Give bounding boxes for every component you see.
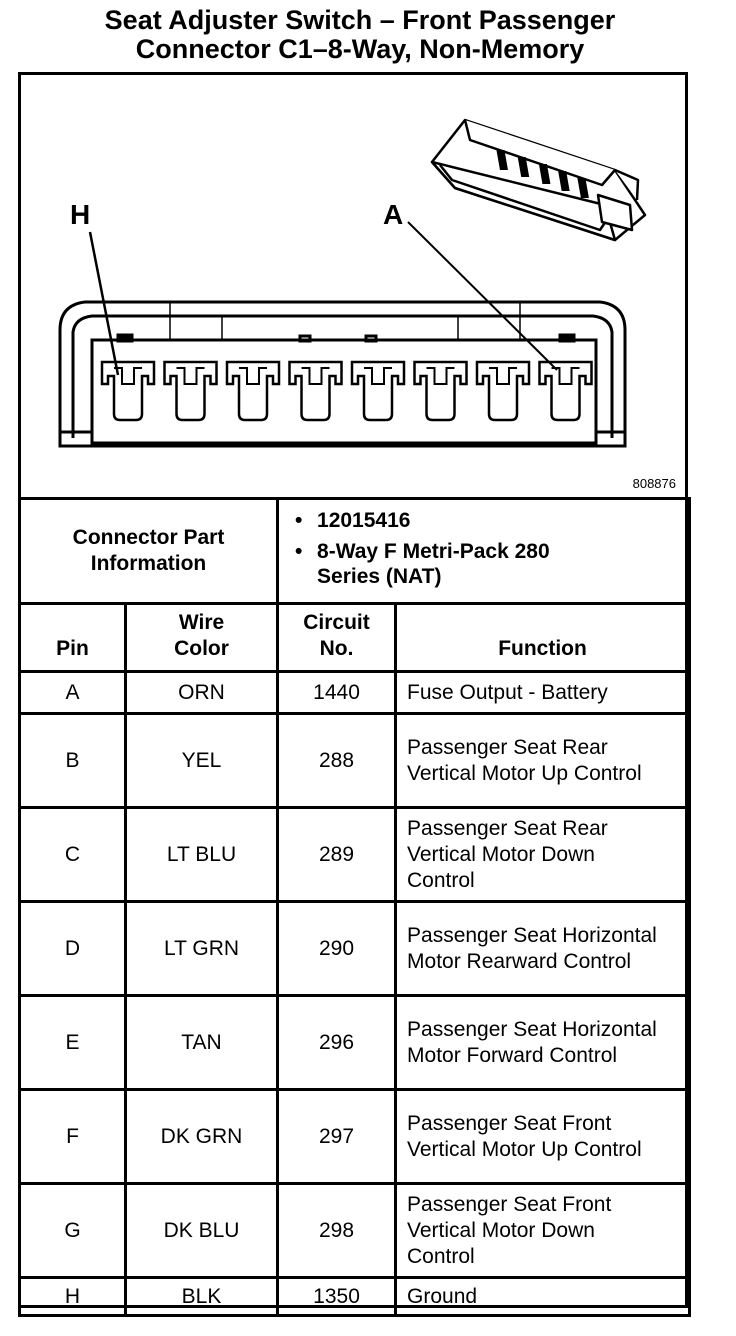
pin-h-callout: H: [70, 199, 91, 230]
figure-id: 808876: [632, 476, 676, 491]
pin-cell: A: [20, 672, 126, 714]
wire-color-cell: DK GRN: [126, 1090, 278, 1184]
table-row: [20, 1184, 690, 1278]
circuit-cell: 1350: [278, 1278, 396, 1316]
table-row: [20, 996, 690, 1090]
pin-cell: C: [20, 808, 126, 902]
terminal-cavity: [165, 362, 217, 420]
pin-cell: D: [20, 902, 126, 996]
terminal-cavity: [102, 362, 154, 420]
function-cell: Ground: [396, 1278, 690, 1316]
page-title: Seat Adjuster Switch – Front Passenger: [104, 5, 616, 35]
connector-3d-view: [432, 120, 645, 240]
table-row: [20, 1090, 690, 1184]
table-row: [20, 672, 690, 714]
terminal-cavity: [415, 362, 467, 420]
terminal-latch: [302, 368, 330, 384]
terminal-latch: [239, 368, 267, 384]
terminal-latch: [427, 368, 455, 384]
terminal-cavity: [227, 362, 279, 420]
pin-cell: G: [20, 1184, 126, 1278]
table-row: [20, 714, 690, 808]
table-row: [20, 902, 690, 996]
wire-color-cell: BLK: [126, 1278, 278, 1316]
terminal-cavity: [540, 362, 592, 420]
pin-cell: H: [20, 1278, 126, 1316]
function-cell: Passenger Seat Rear Vertical Motor Up Control: [396, 714, 690, 808]
terminal-cavity: [352, 362, 404, 420]
pin-cell: B: [20, 714, 126, 808]
pinout-table: [18, 497, 691, 1317]
header-pin: Pin: [20, 604, 126, 672]
connector-diagram: [21, 75, 685, 499]
pin-cell: F: [20, 1090, 126, 1184]
wire-color-cell: LT BLU: [126, 808, 278, 902]
circuit-cell: 290: [278, 902, 396, 996]
connector-info-values: [278, 499, 690, 604]
wire-color-cell: ORN: [126, 672, 278, 714]
wire-color-cell: TAN: [126, 996, 278, 1090]
table-row: [20, 1278, 690, 1316]
header-circuit-no: Circuit No.: [278, 604, 396, 672]
connector-type: • 8-Way F Metri-Pack 280 Series (NAT): [317, 539, 688, 589]
function-cell: Passenger Seat Front Vertical Motor Up Control: [396, 1090, 690, 1184]
function-cell: Passenger Seat Rear Vertical Motor Down Control: [396, 808, 690, 902]
connector-part-number: • 12015416: [317, 508, 688, 533]
page-subtitle: Connector C1–8-Way, Non-Memory: [135, 34, 585, 64]
wire-color-cell: LT GRN: [126, 902, 278, 996]
terminal-latch: [177, 368, 205, 384]
table-row: [20, 808, 690, 902]
pin-cell: E: [20, 996, 126, 1090]
header-wire-color: Wire Color: [126, 604, 278, 672]
function-cell: Passenger Seat Horizontal Motor Rearward Control: [396, 902, 690, 996]
wire-color-cell: DK BLU: [126, 1184, 278, 1278]
circuit-cell: 297: [278, 1090, 396, 1184]
function-cell: Passenger Seat Horizontal Motor Forward Control: [396, 996, 690, 1090]
header-function: Function: [396, 604, 690, 672]
circuit-cell: 1440: [278, 672, 396, 714]
terminal-cavity: [290, 362, 342, 420]
terminal-latch: [552, 368, 580, 384]
wire-color-cell: YEL: [126, 714, 278, 808]
function-cell: Passenger Seat Front Vertical Motor Down Control: [396, 1184, 690, 1278]
function-cell: Fuse Output - Battery: [396, 672, 690, 714]
terminal-latch: [489, 368, 517, 384]
circuit-cell: 289: [278, 808, 396, 902]
circuit-cell: 288: [278, 714, 396, 808]
terminal-cavity: [477, 362, 529, 420]
terminal-cavities: [102, 362, 592, 420]
circuit-cell: 296: [278, 996, 396, 1090]
terminal-latch: [364, 368, 392, 384]
connector-info-label: Connector Part Information: [20, 499, 278, 604]
circuit-cell: 298: [278, 1184, 396, 1278]
pin-a-callout: A: [383, 199, 404, 230]
